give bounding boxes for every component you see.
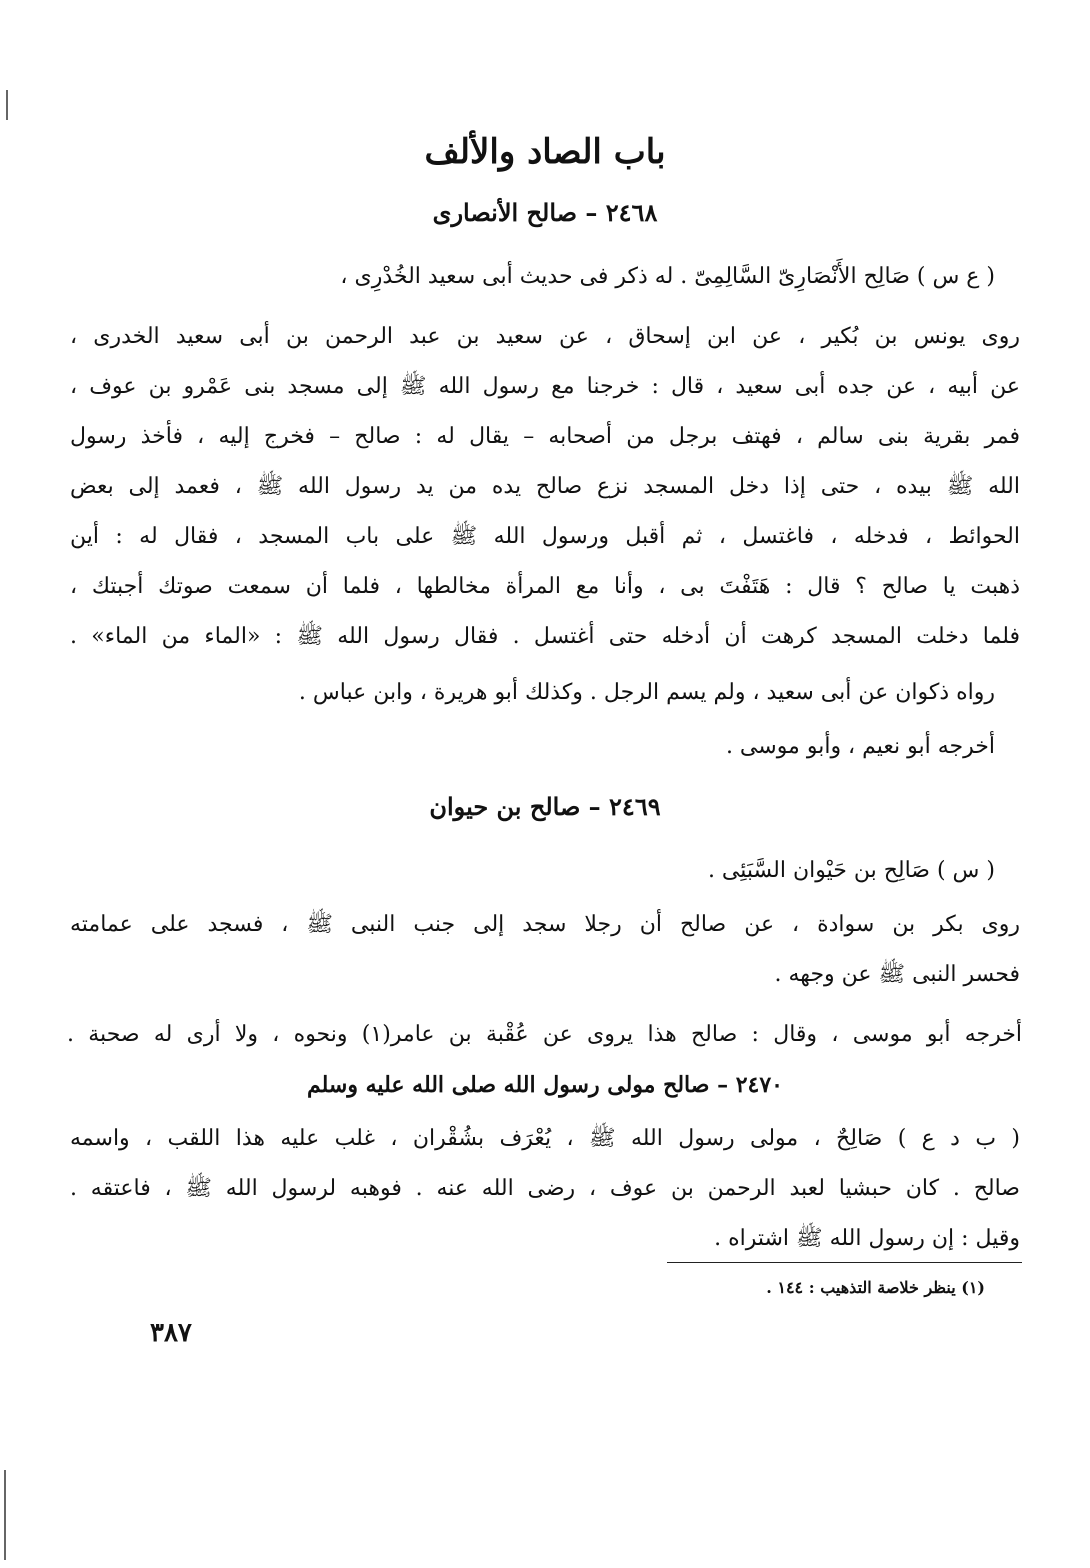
entry-header-line: ( ب د ع ) صَالِحٌ ، مولى رسول الله ﷺ ، يُعْرَف بشُقْران ، غلب عليه هذا اللقب ، واسمه	[70, 1126, 1020, 1151]
footnote-rule	[667, 1262, 1022, 1263]
text-line: روى بكر بن سوادة ، عن صالح أن رجلا سجد إلى جنب النبى ﷺ ، فسجد على عمامته	[70, 912, 1020, 937]
text-line: وقيل : إن رسول الله ﷺ اشتراه .	[714, 1226, 1020, 1251]
footnote: (١) ينظر خلاصة التذهيب : ١٤٤ .	[766, 1278, 985, 1297]
text-line: عن أبيه ، عن جده أبى سعيد ، قال : خرجنا مع رسول الله ﷺ إلى مسجد بنى عَمْرو بن عوف ،	[70, 374, 1020, 399]
text-line: فمر بقرية بنى سالم ، فهتف برجل من أصحابه – يقال له : صالح – فخرج إليه ، فأخذ رسول	[70, 424, 1020, 449]
text-line: فلما دخلت المسجد كرهت أن أدخله حتى أغتسل . فقال رسول الله ﷺ : «الماء من الماء» .	[70, 624, 1020, 649]
paragraph: أخرجه أبو موسى ، وقال : صالح هذا يروى عن عُقْبة بن عامر(١) ونحوه ، ولا أرى له صحبة .	[67, 1022, 1022, 1047]
paragraph: رواه ذكوان عن أبى سعيد ، ولم يسم الرجل . وكذلك أبو هريرة ، وابن عباس .	[298, 680, 995, 705]
entry-header-line: ( س ) صَالِح بن حَيْوان السَّبَئِى .	[707, 858, 995, 883]
entry-title: ٢٤٦٨ – صالح الأنصارى	[432, 198, 658, 227]
paragraph: أخرجه أبو نعيم ، وأبو موسى .	[725, 734, 995, 759]
text-line: الحوائط ، فدخله ، فاغتسل ، ثم أقبل ورسول الله ﷺ على باب المسجد ، فقال له : أين	[70, 524, 1020, 549]
entry-title: ٢٤٧٠ – صالح مولى رسول الله صلى الله عليه وسلم	[307, 1072, 783, 1098]
text-line: فحسر النبى ﷺ عن وجهه .	[774, 962, 1020, 987]
scan-edge-mark	[6, 90, 8, 120]
scan-edge-mark	[4, 1470, 6, 1560]
chapter-title: باب الصاد والألف	[424, 132, 666, 172]
entry-title: ٢٤٦٩ – صالح بن حيوان	[429, 792, 661, 821]
text-line: ذهبت يا صالح ؟ قال : هَتَفْتَ بى ، وأنا مع المرأة مخالطها ، فلما أن سمعت صوتك أجبتك ،	[70, 574, 1020, 599]
entry-header-line: ( ع س ) صَالِح الأَنْصَارِىّ السَّالِمِىّ . له ذكر فى حديث أبى سعيد الخُدْرِى ،	[340, 264, 995, 289]
text-line: صالح . كان حبشيا لعبد الرحمن بن عوف ، رضى الله عنه . فوهبه لرسول الله ﷺ ، فاعتقه .	[70, 1176, 1020, 1201]
text-line: الله ﷺ بيده ، حتى إذا دخل المسجد نزع صالح يده من يد رسول الله ﷺ ، فعمد إلى بعض	[70, 474, 1020, 499]
text-line: روى يونس بن بُكير ، عن ابن إسحاق ، عن سعيد بن عبد الرحمن بن أبى سعيد الخدرى ،	[70, 324, 1020, 349]
page-number: ٣٨٧	[150, 1318, 192, 1348]
